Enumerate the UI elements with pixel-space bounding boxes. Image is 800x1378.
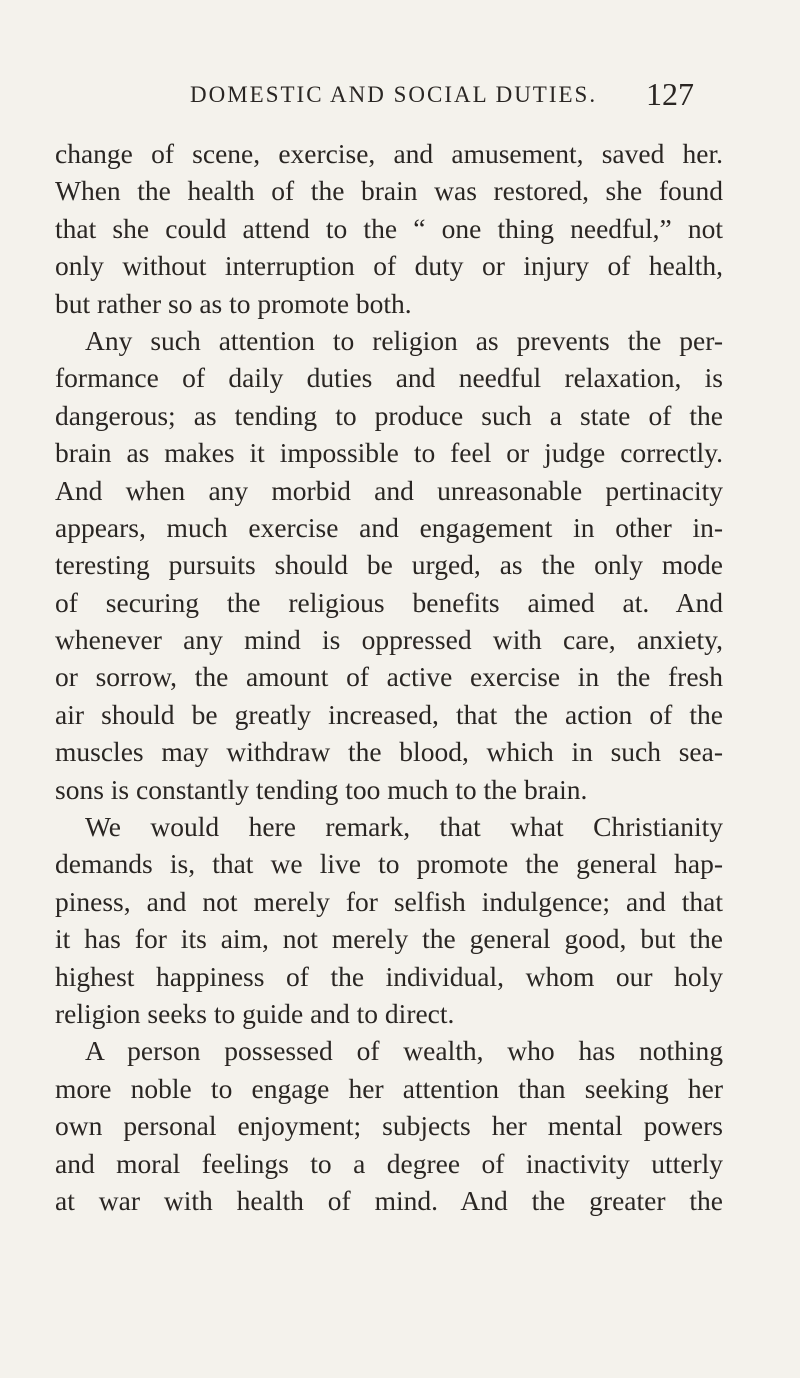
text-line: Any such attention to religion as prevents the per- (85, 324, 723, 356)
text-line: highest happiness of the individual, whom our holy (55, 960, 723, 992)
running-title: DOMESTIC AND SOCIAL DUTIES. (190, 82, 598, 107)
running-header (0, 78, 800, 118)
text-line: demands is, that we live to promote the general hap- (55, 848, 723, 880)
text-line: it has for its aim, not merely the general good, but the (55, 923, 723, 955)
body-text (55, 135, 723, 1219)
text-line: religion seeks to guide and to direct. (55, 997, 455, 1029)
text-line: piness, and not merely for selfish indulgence; and that (55, 885, 723, 917)
text-line: A person possessed of wealth, who has nothing (85, 1035, 723, 1067)
text-line: only without interruption of duty or injury of health, (55, 250, 723, 282)
text-line: And when any morbid and unreasonable pertinacity (55, 474, 723, 506)
text-line: appears, much exercise and engagement in other in- (55, 511, 723, 543)
text-line: own personal enjoyment; subjects her mental powers (55, 1110, 723, 1142)
text-line: whenever any mind is oppressed with care, anxiety, (55, 624, 723, 656)
page-number: 127 (646, 76, 694, 112)
text-line: or sorrow, the amount of active exercise in the fresh (55, 661, 723, 693)
text-line: but rather so as to promote both. (55, 287, 412, 319)
text-line: air should be greatly increased, that the action of the (55, 698, 723, 730)
text-line: formance of daily duties and needful relaxation, is (55, 362, 723, 394)
text-line: that she could attend to the “ one thing needful,” not (55, 212, 723, 244)
text-line: sons is constantly tending too much to the brain. (55, 773, 588, 805)
text-line: muscles may withdraw the blood, which in such sea- (55, 736, 723, 768)
text-line: of securing the religious benefits aimed at. And (55, 586, 723, 618)
text-line: more noble to engage her attention than seeking her (55, 1072, 723, 1104)
text-line: and moral feelings to a degree of inactivity utterly (55, 1147, 723, 1179)
text-line: change of scene, exercise, and amusement, saved her. (55, 138, 723, 169)
text-line: When the health of the brain was restored, she found (55, 175, 723, 207)
text-line: We would here remark, that what Christianity (85, 811, 723, 843)
text-line: dangerous; as tending to produce such a state of the (55, 399, 723, 431)
text-line: at war with health of mind. And the greater the (55, 1184, 723, 1216)
text-line: teresting pursuits should be urged, as the only mode (55, 549, 723, 581)
text-line: brain as makes it impossible to feel or judge correctly. (55, 437, 723, 469)
